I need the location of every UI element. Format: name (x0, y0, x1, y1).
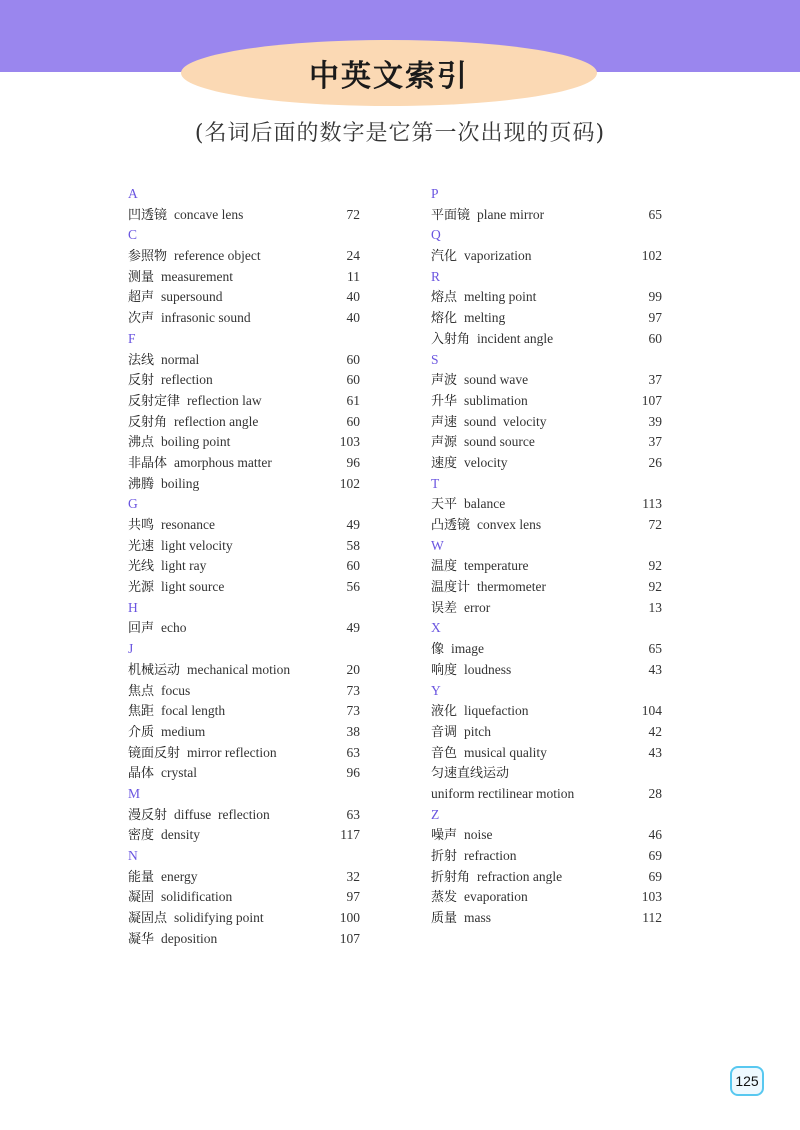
index-entry (431, 370, 662, 391)
index-column-left (128, 184, 360, 949)
entry-english-term: resonance (161, 517, 215, 532)
entry-page-number: 40 (346, 289, 360, 305)
index-entry (431, 846, 662, 867)
entry-page-number: 97 (648, 310, 662, 326)
index-entry (128, 515, 360, 536)
index-entry (128, 929, 360, 950)
entry-chinese-term: 匀速直线运动 (431, 766, 510, 782)
entry-chinese-term: 液化 (431, 704, 458, 720)
index-entry (128, 308, 360, 329)
index-entry (128, 577, 360, 598)
page-title: 中英文索引 (309, 59, 469, 94)
entry-english-term: solidification (161, 889, 233, 905)
entry-chinese-term: 像 (431, 642, 445, 658)
entry-chinese-term: 能量 (128, 869, 155, 885)
entry-english-term: medium (161, 723, 206, 739)
letter-label: A (128, 186, 138, 201)
entry-english-term: vaporization (464, 248, 532, 264)
index-entry (128, 205, 360, 226)
index-entry (128, 722, 360, 743)
entry-chinese-term: 凝固 (128, 890, 155, 906)
index-entry (431, 763, 662, 784)
page-number-badge (730, 1066, 764, 1096)
entry-page-number: 112 (642, 910, 662, 926)
entry-english-term: velocity (464, 454, 508, 470)
entry-chinese-term: 入射角 (431, 331, 471, 347)
entry-page-number: 13 (648, 599, 662, 615)
entry-page-number: 96 (346, 765, 360, 781)
letter-label: S (431, 351, 439, 367)
entry-page-number: 32 (346, 868, 360, 884)
entry-english-term: thermometer (477, 579, 546, 595)
entry-page-number: 63 (346, 806, 360, 822)
entry-chinese-term: 光线 (128, 559, 155, 575)
entry-page-number: 20 (346, 661, 360, 677)
entry-english-term: sound source (464, 434, 535, 450)
letter-label: R (431, 268, 441, 284)
entry-chinese-term: 熔化 (431, 311, 458, 327)
index-entry (431, 577, 662, 598)
entry-page-number: 92 (648, 579, 662, 595)
title-ellipse (181, 40, 597, 106)
entry-english-term: liquefaction (464, 703, 529, 719)
index-entry (431, 639, 662, 660)
index-entry (128, 908, 360, 929)
index-entry (431, 660, 662, 681)
entry-page-number: 58 (346, 537, 360, 553)
entry-page-number: 56 (346, 579, 360, 595)
entry-page-number: 72 (648, 517, 662, 532)
index-letter-heading (431, 267, 662, 288)
index-entry (128, 867, 360, 888)
entry-page-number: 97 (346, 889, 360, 905)
entry-english-term: energy (161, 868, 198, 884)
entry-english-term: echo (161, 620, 187, 636)
entry-english-term: diffuse reflection (174, 806, 270, 822)
entry-english-term: deposition (161, 930, 218, 946)
entry-english-term: solidifying point (174, 910, 264, 926)
entry-page-number: 117 (340, 827, 360, 843)
entry-page-number: 43 (648, 744, 662, 760)
index-letter-heading (431, 536, 662, 557)
entry-english-term: light source (161, 579, 225, 595)
entry-page-number: 60 (346, 351, 360, 367)
entry-chinese-term: 焦点 (128, 683, 155, 699)
index-entry (128, 370, 360, 391)
entry-chinese-term: 凝华 (128, 931, 155, 947)
entry-page-number: 107 (641, 392, 662, 408)
entry-chinese-term: 非晶体 (128, 455, 168, 471)
entry-page-number: 113 (642, 496, 662, 512)
entry-chinese-term: 参照物 (128, 249, 168, 265)
entry-page-number: 37 (648, 434, 662, 450)
entry-chinese-term: 次声 (128, 311, 155, 327)
letter-label: J (128, 641, 134, 657)
page-subtitle: (名词后面的数字是它第一次出现的页码) (194, 121, 606, 146)
entry-english-term: loudness (464, 661, 512, 677)
entry-english-term: melting point (464, 289, 537, 305)
entry-chinese-term: 音调 (431, 724, 458, 740)
index-letter-heading (128, 225, 360, 246)
entry-english-term: incident angle (477, 330, 554, 346)
index-entry (431, 329, 662, 350)
index-entry (431, 287, 662, 308)
entry-page-number: 65 (648, 206, 662, 222)
entry-chinese-term: 光源 (128, 580, 155, 596)
index-entry (128, 350, 360, 371)
entry-page-number: 60 (346, 558, 360, 574)
entry-chinese-term: 声波 (431, 373, 458, 389)
index-entry (431, 784, 662, 805)
index-entry (431, 722, 662, 743)
index-entry (128, 474, 360, 495)
entry-chinese-term: 沸腾 (128, 476, 155, 492)
entry-chinese-term: 回声 (128, 621, 155, 637)
entry-english-term: concave lens (174, 206, 244, 222)
entry-english-term: light velocity (161, 537, 233, 553)
entry-chinese-term: 晶体 (128, 766, 155, 782)
index-entry (128, 246, 360, 267)
entry-english-term: mechanical motion (187, 661, 291, 677)
entry-chinese-term: 温度计 (431, 580, 471, 596)
index-entry (128, 825, 360, 846)
entry-page-number: 103 (641, 889, 662, 905)
entry-english-term: refraction (464, 848, 517, 863)
entry-page-number: 72 (346, 206, 360, 222)
entry-page-number: 60 (648, 330, 662, 346)
entry-chinese-term: 折射角 (431, 869, 471, 885)
index-entry (128, 432, 360, 453)
entry-page-number: 73 (346, 682, 360, 698)
entry-english-term: infrasonic sound (161, 310, 251, 326)
entry-chinese-term: 噪声 (431, 828, 458, 844)
entry-page-number: 65 (648, 641, 662, 657)
index-entry (431, 556, 662, 577)
entry-page-number: 11 (347, 268, 360, 284)
entry-chinese-term: 凹透镜 (128, 207, 168, 223)
index-letter-heading (128, 784, 360, 805)
entry-page-number: 24 (346, 248, 360, 264)
entry-english-term: focal length (161, 703, 226, 719)
entry-chinese-term: 声源 (431, 435, 458, 451)
entry-english-term: focus (161, 682, 191, 698)
index-entry (128, 660, 360, 681)
entry-english-term: image (451, 641, 485, 657)
index-entry (128, 681, 360, 702)
entry-chinese-term: 天平 (431, 497, 458, 513)
entry-page-number: 61 (346, 392, 360, 408)
entry-english-term: supersound (161, 289, 223, 305)
entry-chinese-term: 镜面反射 (128, 745, 181, 761)
entry-page-number: 38 (346, 723, 360, 739)
entry-chinese-term: 反射定律 (128, 393, 181, 409)
entry-page-number: 107 (339, 930, 360, 946)
entry-chinese-term: 平面镜 (431, 207, 471, 223)
entry-chinese-term: 光速 (128, 538, 155, 554)
entry-page-number: 69 (648, 868, 662, 884)
entry-english-term: refraction angle (477, 868, 563, 884)
entry-english-term: boiling (161, 475, 200, 491)
entry-chinese-term: 测量 (128, 269, 155, 285)
entry-english-term: reflection angle (174, 413, 259, 429)
index-letter-heading (128, 598, 360, 619)
index-entry (431, 515, 662, 536)
entry-english-term: light ray (161, 558, 207, 574)
entry-page-number: 92 (648, 558, 662, 574)
entry-english-term: musical quality (464, 744, 547, 760)
entry-english-term: pitch (464, 723, 492, 739)
entry-english-term: error (464, 599, 491, 615)
entry-english-term: sound velocity (464, 413, 547, 429)
index-entry (431, 412, 662, 433)
index-entry (128, 618, 360, 639)
index-entry (431, 205, 662, 226)
index-entry (431, 494, 662, 515)
entry-english-term: melting (464, 310, 506, 326)
index-entry (431, 598, 662, 619)
index-letter-heading (431, 184, 662, 205)
entry-chinese-term: 响度 (431, 662, 458, 678)
index-letter-heading (128, 494, 360, 515)
entry-chinese-term: 误差 (431, 600, 458, 616)
entry-english-term: evaporation (464, 889, 528, 905)
entry-page-number: 49 (346, 517, 360, 532)
index-entry (431, 246, 662, 267)
letter-label: P (431, 186, 439, 201)
index-column-right (431, 184, 662, 929)
entry-page-number: 60 (346, 372, 360, 388)
index-letter-heading (431, 681, 662, 702)
entry-page-number: 43 (648, 661, 662, 677)
index-entry (128, 556, 360, 577)
entry-page-number: 63 (346, 744, 360, 760)
entry-english-term: noise (464, 827, 493, 843)
letter-label: T (431, 475, 440, 491)
entry-page-number: 26 (648, 454, 662, 470)
entry-page-number: 46 (648, 827, 662, 843)
entry-page-number: 99 (648, 289, 662, 305)
letter-label: M (128, 785, 141, 801)
index-entry (128, 887, 360, 908)
entry-chinese-term: 升华 (431, 393, 458, 409)
entry-page-number: 102 (641, 248, 662, 264)
entry-page-number: 39 (648, 413, 662, 429)
index-letter-heading (128, 184, 360, 205)
entry-english-term: mass (464, 910, 492, 926)
index-entry (128, 267, 360, 288)
index-letter-heading (431, 618, 662, 639)
letter-label: N (128, 848, 138, 863)
entry-chinese-term: 质量 (431, 911, 458, 927)
index-entry (431, 453, 662, 474)
entry-chinese-term: 熔点 (431, 290, 458, 306)
entry-english-term: temperature (464, 558, 529, 574)
entry-english-term: mirror reflection (187, 744, 277, 760)
entry-page-number: 73 (346, 703, 360, 719)
letter-label: G (128, 496, 138, 512)
entry-chinese-term: 机械运动 (128, 662, 181, 678)
entry-chinese-term: 蒸发 (431, 890, 458, 906)
index-letter-heading (431, 474, 662, 495)
entry-page-number: 69 (648, 848, 662, 863)
index-entry (128, 763, 360, 784)
entry-page-number: 103 (339, 434, 360, 450)
entry-chinese-term: 折射 (431, 849, 458, 864)
index-letter-heading (128, 846, 360, 867)
entry-english-term: boiling point (161, 434, 231, 450)
entry-chinese-term: 声速 (431, 414, 458, 430)
entry-chinese-term: 沸点 (128, 435, 155, 451)
index-letter-heading (128, 329, 360, 350)
letter-label: Q (431, 227, 441, 243)
entry-page-number: 102 (339, 475, 360, 491)
entry-english-term: balance (464, 496, 506, 512)
index-entry (128, 412, 360, 433)
index-letter-heading (431, 350, 662, 371)
entry-page-number: 49 (346, 620, 360, 636)
letter-label: H (128, 599, 138, 615)
entry-chinese-term: 温度 (431, 559, 458, 575)
entry-english-term: uniform rectilinear motion (431, 785, 575, 801)
index-entry (128, 701, 360, 722)
index-entry (431, 432, 662, 453)
index-entry (128, 743, 360, 764)
index-entry (431, 867, 662, 888)
entry-english-term: plane mirror (477, 206, 545, 222)
entry-english-term: normal (161, 351, 200, 367)
entry-chinese-term: 漫反射 (128, 807, 168, 823)
letter-label: X (431, 620, 441, 636)
entry-english-term: crystal (161, 765, 198, 781)
entry-english-term: reference object (174, 248, 261, 264)
entry-chinese-term: 凸透镜 (431, 518, 471, 533)
letter-label: W (431, 537, 444, 553)
letter-label: C (128, 227, 138, 243)
entry-chinese-term: 密度 (128, 828, 155, 844)
entry-page-number: 40 (346, 310, 360, 326)
index-entry (431, 308, 662, 329)
entry-english-term: sublimation (464, 392, 528, 408)
entry-english-term: measurement (161, 268, 233, 284)
index-entry (431, 887, 662, 908)
entry-chinese-term: 反射角 (128, 414, 168, 430)
entry-english-term: density (161, 827, 201, 843)
entry-english-term: reflection law (187, 392, 262, 408)
entry-chinese-term: 介质 (128, 724, 155, 740)
index-entry (128, 536, 360, 557)
entry-page-number: 28 (648, 785, 662, 801)
index-letter-heading (128, 639, 360, 660)
letter-label: Z (431, 806, 440, 822)
index-letter-heading (431, 225, 662, 246)
page-number: 125 (735, 1073, 759, 1089)
entry-chinese-term: 凝固点 (128, 911, 168, 927)
index-entry (431, 701, 662, 722)
entry-page-number: 96 (346, 454, 360, 470)
entry-english-term: sound wave (464, 372, 529, 388)
letter-label: F (128, 330, 136, 346)
index-entry (128, 391, 360, 412)
index-letter-heading (431, 805, 662, 826)
entry-english-term: amorphous matter (174, 454, 272, 470)
entry-english-term: reflection (161, 372, 213, 388)
entry-chinese-term: 反射 (128, 373, 155, 389)
index-entry (431, 743, 662, 764)
entry-chinese-term: 音色 (431, 745, 458, 761)
entry-chinese-term: 法线 (128, 352, 155, 368)
index-entry (128, 805, 360, 826)
letter-label: Y (431, 682, 441, 698)
entry-page-number: 37 (648, 372, 662, 388)
index-entry (128, 287, 360, 308)
entry-page-number: 60 (346, 413, 360, 429)
entry-page-number: 100 (339, 910, 360, 926)
entry-english-term: convex lens (477, 517, 542, 532)
index-entry (431, 391, 662, 412)
index-entry (431, 908, 662, 929)
entry-chinese-term: 汽化 (431, 249, 458, 265)
entry-chinese-term: 共鸣 (128, 518, 155, 533)
entry-chinese-term: 速度 (431, 455, 458, 471)
entry-chinese-term: 超声 (128, 290, 155, 306)
entry-chinese-term: 焦距 (128, 704, 155, 720)
entry-page-number: 104 (641, 703, 662, 719)
entry-page-number: 42 (648, 723, 662, 739)
index-entry (431, 825, 662, 846)
index-entry (128, 453, 360, 474)
